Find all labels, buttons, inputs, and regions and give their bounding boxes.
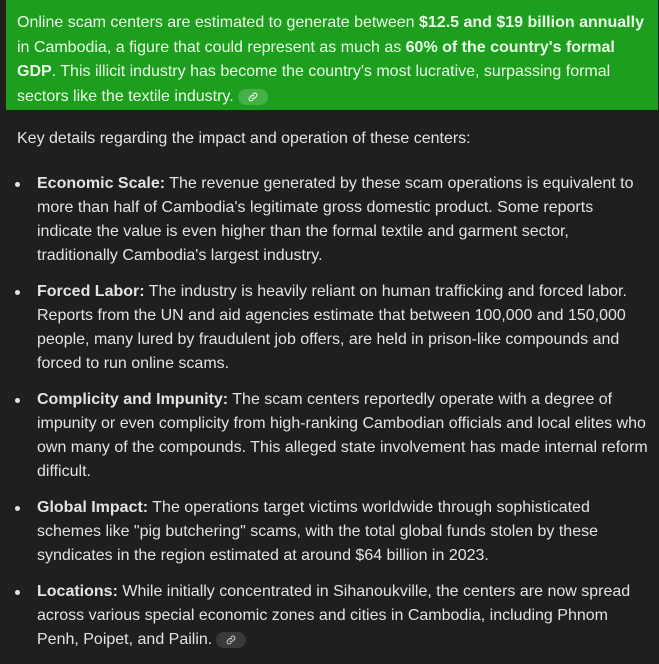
details-list (0, 172, 659, 664)
list-item (0, 172, 659, 268)
bullet-icon (15, 506, 20, 511)
item-title: Locations: (37, 583, 118, 600)
summary-text-1: Online scam centers are estimated to generate between (17, 14, 419, 31)
item-title: Complicity and Impunity: (37, 391, 229, 408)
list-item (0, 580, 659, 652)
list-item (0, 496, 659, 568)
item-text: The scam centers reportedly operate with a degree of impunity or even complicity from high-ranking Cambodian officials and local elites who own many of the compounds. This alleged state involvement has made internal reform difficult. (37, 391, 648, 480)
item-text: While initially concentrated in Sihanoukville, the centers are now spread across various special economic zones and cities in Cambodia, including Phnom Penh, Poipet, and Pailin. (37, 583, 631, 648)
list-item (0, 388, 659, 484)
item-text: The operations target victims worldwide through sophisticated schemes like "pig butchering" scams, with the total global funds stolen by these syndicates in the region estimated at around $64 billion in 2023. (37, 499, 598, 564)
bullet-icon (15, 590, 20, 595)
link-icon (225, 634, 237, 646)
source-link-chip[interactable] (238, 89, 268, 105)
source-link-chip[interactable] (216, 632, 246, 648)
list-item (0, 280, 659, 376)
item-title: Forced Labor: (37, 283, 145, 300)
intro-text: Key details regarding the impact and operation of these centers: (17, 130, 471, 147)
bullet-icon (15, 182, 20, 187)
item-text: The industry is heavily reliant on human trafficking and forced labor. Reports from the UN and aid agencies estimate that between 100,000 and 150,000 people, many lured by fraudulent job offers, are held in prison-like compounds and forced to run online scams. (37, 283, 627, 372)
summary-text-3: . This illicit industry has become the country's most lucrative, surpassing formal sectors like the textile industry. (17, 63, 611, 105)
item-text: The revenue generated by these scam operations is equivalent to more than half of Cambodia's legitimate gross domestic product. Some reports indicate the value is even higher than the formal textile and garment sector, traditionally Cambodia's largest industry. (37, 175, 634, 264)
summary-paragraph (17, 11, 652, 109)
item-title: Global Impact: (37, 499, 149, 516)
link-icon (247, 91, 259, 103)
summary-bold-gdp: 60% of the country's formal GDP (17, 38, 615, 80)
bullet-icon (15, 398, 20, 403)
summary-bold-revenue: $12.5 and $19 billion annually (419, 14, 644, 31)
summary-text-2: in Cambodia, a figure that could represent as much as (17, 38, 406, 56)
bullet-icon (15, 290, 20, 295)
item-title: Economic Scale: (37, 175, 166, 192)
